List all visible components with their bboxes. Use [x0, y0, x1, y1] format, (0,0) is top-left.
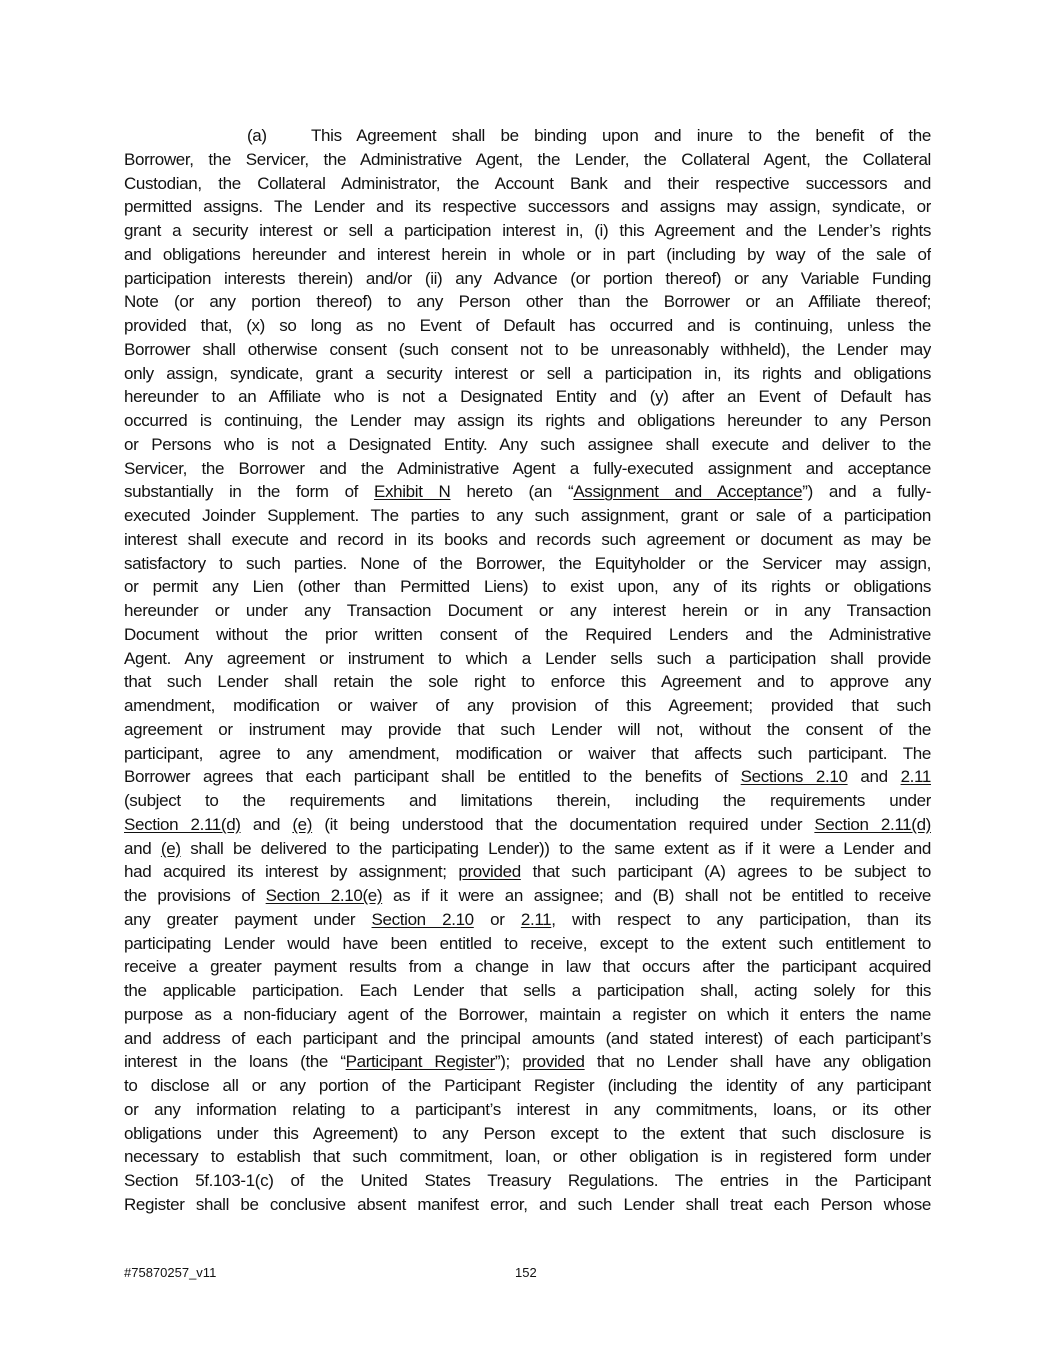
- text-segment: only assign, syndicate, grant a security interest or sell a participation in, its rights and obligations: [124, 363, 931, 383]
- text-segment: that such participant (A) agrees to be subject to: [520, 862, 931, 882]
- text-line: [124, 195, 931, 219]
- text-segment: hereunder or under any Transaction Document or any interest herein or in any Transaction: [124, 601, 931, 620]
- text-line: [124, 1193, 931, 1217]
- text-line: [124, 314, 931, 338]
- cross-reference: (e): [160, 838, 181, 858]
- text-segment: hereunder to an Affiliate who is not a Designated Entity and (y) after an Event of Default has: [124, 387, 931, 407]
- text-line: [124, 433, 931, 457]
- cross-reference: 2.11: [900, 767, 931, 787]
- text-segment: amendment, modification or waiver of any provision of this Agreement; provided that such: [124, 696, 931, 715]
- text-line: [124, 837, 931, 861]
- text-segment: shall be delivered to the participating Lender)) to the same extent as if it were a Lender and: [180, 838, 931, 858]
- text-segment: and obligations hereunder and interest herein in whole or in part (including by way of the sale of: [124, 244, 931, 264]
- cross-reference: Section 2.11(d): [814, 814, 931, 834]
- text-line: [124, 623, 931, 647]
- text-line: [124, 932, 931, 956]
- text-segment: , with respect to any participation, than its: [551, 909, 931, 929]
- text-line: [124, 1169, 931, 1193]
- text-line: [124, 765, 931, 789]
- text-segment: participating Lender would have been entitled to receive, except to the extent such entitlement to: [124, 933, 931, 953]
- text-segment: Custodian, the Collateral Administrator, the Account Bank and their respective successors and: [124, 173, 931, 193]
- text-line: [124, 884, 931, 908]
- cross-reference: (e): [292, 814, 313, 834]
- text-segment: (subject to the requirements and limitations therein, including the requirements under: [124, 791, 931, 810]
- text-line: [124, 1003, 931, 1027]
- document-body: [124, 124, 931, 1217]
- text-line: [124, 480, 931, 504]
- text-segment: and: [847, 767, 901, 787]
- text-segment: or any information relating to a participant’s interest in any commitments, loans, or its other: [124, 1099, 931, 1119]
- text-line: [124, 955, 931, 979]
- text-line: [124, 1050, 931, 1074]
- cross-reference: Assignment and Acceptance: [573, 482, 803, 502]
- text-line: [124, 718, 931, 742]
- text-segment: or Persons who is not a Designated Entity. Any such assignee shall execute and deliver to the: [124, 434, 931, 454]
- text-segment: Borrower, the Servicer, the Administrative Agent, the Lender, the Collateral Agent, the Collateral: [124, 149, 931, 169]
- text-line: [124, 124, 931, 148]
- text-line: [124, 172, 931, 196]
- text-segment: had acquired its interest by assignment;: [124, 862, 459, 882]
- page-number: 152: [515, 1265, 537, 1280]
- text-segment: obligations under this Agreement) to any Person except to the extent that such disclosure is: [124, 1123, 931, 1143]
- text-line: [124, 504, 931, 528]
- text-line: [124, 1122, 931, 1146]
- text-line: [124, 647, 931, 671]
- text-segment: permitted assigns. The Lender and its respective successors and assigns may assign, syndicate, or: [124, 197, 931, 217]
- text-segment: the provisions of: [124, 886, 266, 905]
- text-line: [124, 575, 931, 599]
- text-segment: agreement or instrument may provide that such Lender will not, without the consent of the: [124, 719, 931, 739]
- text-line: [124, 670, 931, 694]
- text-segment: necessary to establish that such commitment, loan, or other obligation is in registered form under: [124, 1147, 931, 1167]
- text-segment: ”) and a fully-: [802, 482, 931, 502]
- text-line: [124, 813, 931, 837]
- text-segment: Document without the prior written consent of the Required Lenders and the Administrative: [124, 624, 931, 644]
- cross-reference: provided: [522, 1052, 585, 1072]
- text-segment: the applicable participation. Each Lender that sells a participation shall, acting solely for this: [124, 981, 931, 1000]
- text-line: [124, 409, 931, 433]
- text-line: [124, 267, 931, 291]
- text-line: [124, 1027, 931, 1051]
- text-line: [124, 457, 931, 481]
- text-segment: Servicer, the Borrower and the Administrative Agent a fully-executed assignment and acceptance: [124, 458, 931, 478]
- text-line: [124, 789, 931, 813]
- text-segment: any greater payment under: [124, 909, 372, 929]
- text-segment: grant a security interest or sell a participation interest in, (i) this Agreement and the Lender’s rights: [124, 221, 931, 240]
- text-line: [124, 385, 931, 409]
- text-line: [124, 694, 931, 718]
- text-line: [124, 148, 931, 172]
- text-segment: hereto (an “: [450, 482, 574, 502]
- text-segment: (it being understood that the documentation required under: [312, 814, 815, 834]
- text-segment: and: [124, 838, 161, 858]
- cross-reference: Participant Register: [345, 1052, 495, 1072]
- text-segment: Section 5f.103-1(c) of the United States Treasury Regulations. The entries in the Participant: [124, 1171, 931, 1190]
- text-line: [124, 860, 931, 884]
- text-line: [124, 599, 931, 623]
- cross-reference: Sections 2.10: [740, 767, 848, 787]
- text-line: [124, 552, 931, 576]
- text-segment: Borrower shall otherwise consent (such consent not to be unreasonably withheld), the Lender may: [124, 339, 931, 359]
- text-line: [124, 338, 931, 362]
- text-segment: or: [473, 909, 521, 929]
- text-segment: occurred is continuing, the Lender may assign its rights and obligations hereunder to any Person: [124, 411, 931, 430]
- text-segment: and address of each participant and the principal amounts (and stated interest) of each participant’s: [124, 1028, 931, 1048]
- text-segment: ”);: [494, 1052, 523, 1072]
- text-segment: Agent. Any agreement or instrument to which a Lender sells such a participation shall provide: [124, 648, 931, 668]
- text-segment: Register shall be conclusive absent manifest error, and such Lender shall treat each Person whose: [124, 1194, 931, 1214]
- text-line: [124, 243, 931, 267]
- text-line: [124, 219, 931, 243]
- text-segment: participation interests therein) and/or (ii) any Advance (or portion thereof) or any Variable Funding: [124, 268, 931, 288]
- text-line: [124, 528, 931, 552]
- text-segment: that such Lender shall retain the sole right to enforce this Agreement and to approve any: [124, 672, 931, 692]
- text-segment: to disclose all or any portion of the Participant Register (including the identity of any participant: [124, 1076, 931, 1095]
- cross-reference: Section 2.10: [371, 909, 474, 929]
- text-segment: receive a greater payment results from a change in law that occurs after the participant acquired: [124, 957, 931, 977]
- text-segment: This Agreement shall be binding upon and inure to the benefit of the: [311, 126, 931, 145]
- cross-reference: 2.11: [520, 909, 552, 929]
- text-segment: substantially in the form of: [124, 482, 375, 502]
- text-line: [124, 742, 931, 766]
- text-line: [124, 290, 931, 314]
- text-segment: purpose as a non-fiduciary agent of the Borrower, maintain a register on which it enters the name: [124, 1004, 931, 1024]
- text-segment: executed Joinder Supplement. The parties to any such assignment, grant or sale of a participation: [124, 506, 931, 525]
- text-segment: interest in the loans (the “: [124, 1052, 346, 1072]
- cross-reference: Exhibit N: [374, 482, 451, 502]
- text-line: [124, 979, 931, 1003]
- text-segment: and: [240, 814, 293, 834]
- text-line: [124, 908, 931, 932]
- cross-reference: Section 2.10(e): [265, 886, 383, 905]
- text-line: [124, 1074, 931, 1098]
- document-id: #75870257_v11: [124, 1265, 217, 1280]
- cross-reference: Section 2.11(d): [124, 814, 241, 834]
- text-segment: participant, agree to any amendment, modification or waiver that affects such participant. The: [124, 743, 931, 763]
- text-segment: as if it were an assignee; and (B) shall not be entitled to receive: [382, 886, 931, 905]
- text-segment: Borrower agrees that each participant shall be entitled to the benefits of: [124, 767, 741, 787]
- text-segment: that no Lender shall have any obligation: [584, 1052, 931, 1072]
- text-segment: satisfactory to such parties. None of the Borrower, the Equityholder or the Servicer may assign,: [124, 553, 931, 573]
- text-segment: Note (or any portion thereof) to any Person other than the Borrower or an Affiliate thereof;: [124, 292, 931, 312]
- cross-reference: provided: [458, 862, 521, 882]
- text-line: [124, 1145, 931, 1169]
- text-segment: interest shall execute and record in its books and records such agreement or document as may be: [124, 529, 931, 549]
- text-segment: or permit any Lien (other than Permitted Liens) to exist upon, any of its rights or obligations: [124, 577, 931, 597]
- text-line: [124, 1098, 931, 1122]
- text-segment: provided that, (x) so long as no Event of Default has occurred and is continuing, unless the: [124, 316, 931, 335]
- text-line: [124, 362, 931, 386]
- paragraph-number: (a): [247, 126, 267, 145]
